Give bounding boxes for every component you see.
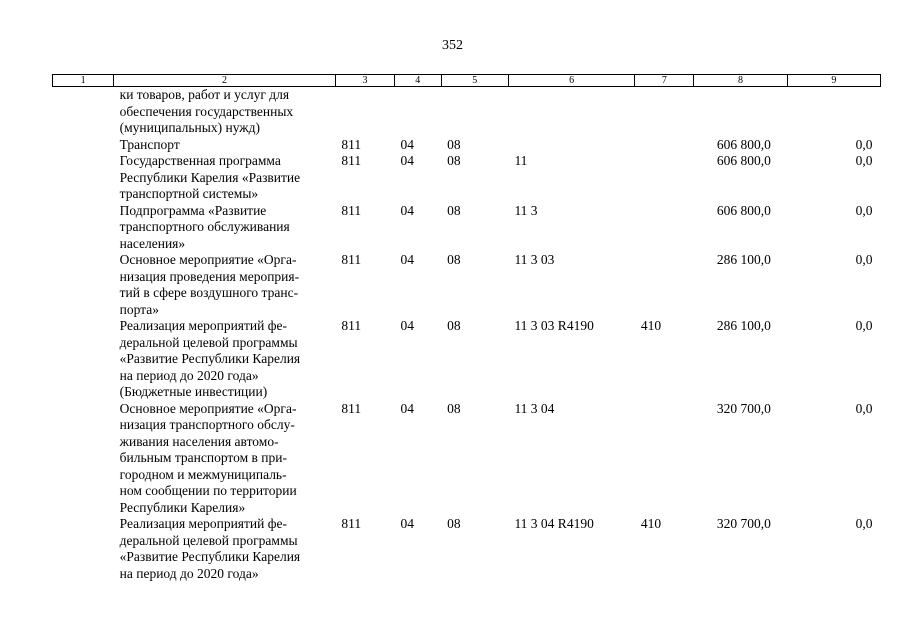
table-row (53, 318, 881, 401)
ministry-code: 811 (341, 318, 362, 333)
row-name: Основное мероприятие «Орга- низация проведения мероприя- тий в сфере воздушного транс- порта» (119, 252, 300, 317)
row-name: Реализация мероприятий фе- деральной целевой программы «Развитие Республики Карелия на период до 2020 года» (Бюджетные инвестиции) (119, 318, 301, 399)
subsection-code: 08 (447, 516, 461, 531)
subsection-code: 08 (447, 202, 461, 218)
budget-table (52, 74, 881, 582)
column-header-4: 4 (394, 75, 441, 87)
column-header-7: 7 (635, 75, 694, 87)
column-header-1: 1 (53, 75, 114, 87)
row-name: Государственная программа Республики Карелия «Развитие транспортной системы» (119, 153, 301, 201)
section-code (394, 87, 441, 137)
ministry-code: 811 (341, 153, 362, 168)
subvention-value (787, 87, 880, 137)
table-row (53, 203, 881, 253)
subsection-code: 08 (447, 153, 461, 168)
table-row (53, 87, 881, 137)
ministry-code: 811 (341, 400, 362, 416)
ministry-code: 811 (341, 202, 362, 218)
amount-value: 606 800,0 (716, 136, 771, 152)
amount-value: 606 800,0 (716, 153, 771, 168)
expense-type-code (635, 203, 694, 253)
column-header-5: 5 (441, 75, 508, 87)
ministry-code (335, 87, 394, 137)
row-name: Реализация мероприятий фе- деральной целевой программы «Развитие Республики Карелия на период до 2020 года» (119, 516, 301, 581)
expense-type-code (635, 137, 694, 154)
section-code: 04 (400, 252, 414, 267)
table-row (53, 153, 881, 203)
expense-type-code: 410 (640, 516, 662, 531)
table-row (53, 401, 881, 517)
expense-type-code (635, 252, 694, 318)
subsection-code (441, 87, 508, 137)
target-article-code: 11 3 03 (514, 252, 555, 267)
header-row (53, 75, 881, 87)
subsection-code: 08 (447, 136, 461, 152)
column-header-2: 2 (114, 75, 336, 87)
subvention-value: 0,0 (855, 153, 873, 168)
subvention-value: 0,0 (855, 252, 873, 267)
table-header (53, 75, 881, 87)
section-code: 04 (400, 202, 414, 218)
target-article-code (508, 87, 634, 137)
table-row (53, 252, 881, 318)
row-name: Транспорт (119, 136, 180, 152)
subvention-value: 0,0 (855, 136, 873, 152)
section-code: 04 (400, 516, 414, 531)
row-name: ки товаров, работ и услуг для обеспечения государственных (муниципальных) нужд) (119, 87, 294, 135)
subvention-value: 0,0 (855, 318, 873, 333)
target-article-code: 11 3 04 (514, 400, 555, 416)
column-header-6: 6 (508, 75, 634, 87)
column-header-9: 9 (787, 75, 880, 87)
expense-type-code (635, 153, 694, 203)
amount-value: 286 100,0 (716, 252, 771, 267)
amount-value (694, 87, 787, 137)
subvention-value: 0,0 (855, 400, 873, 416)
target-article-code: 11 (514, 153, 528, 168)
expense-type-code (635, 401, 694, 517)
subsection-code: 08 (447, 252, 461, 267)
target-article-code: 11 3 03 R4190 (514, 318, 594, 333)
expense-type-code: 410 (640, 318, 662, 333)
section-code: 04 (400, 400, 414, 416)
table-row (53, 137, 881, 154)
ministry-code: 811 (341, 252, 362, 267)
subvention-value: 0,0 (855, 516, 873, 531)
column-header-8: 8 (694, 75, 787, 87)
expense-type-code (635, 87, 694, 137)
amount-value: 320 700,0 (716, 400, 771, 416)
subsection-code: 08 (447, 400, 461, 416)
table-row (53, 516, 881, 582)
column-header-3: 3 (335, 75, 394, 87)
amount-value: 606 800,0 (716, 202, 771, 218)
table-body (53, 87, 881, 583)
ministry-code: 811 (341, 516, 362, 531)
subsection-code: 08 (447, 318, 461, 333)
target-article-code: 11 3 04 R4190 (514, 516, 594, 531)
section-code: 04 (400, 318, 414, 333)
row-name: Подпрограмма «Развитие транспортного обслуживания населения» (119, 202, 290, 251)
amount-value: 320 700,0 (716, 516, 771, 531)
page-number: 352 (442, 38, 463, 53)
subvention-value: 0,0 (855, 202, 873, 218)
section-code: 04 (400, 153, 414, 168)
ministry-code: 811 (341, 136, 362, 152)
amount-value: 286 100,0 (716, 318, 771, 333)
section-code: 04 (400, 136, 414, 152)
target-article-code: 11 3 (514, 202, 538, 218)
target-article-code (508, 137, 634, 154)
row-name: Основное мероприятие «Орга- низация транспортного обслу- живания населения автомо- бильным транспортом в при- городном и межмуниципаль- ном сообщении по территории Республики Карелия» (119, 400, 297, 515)
